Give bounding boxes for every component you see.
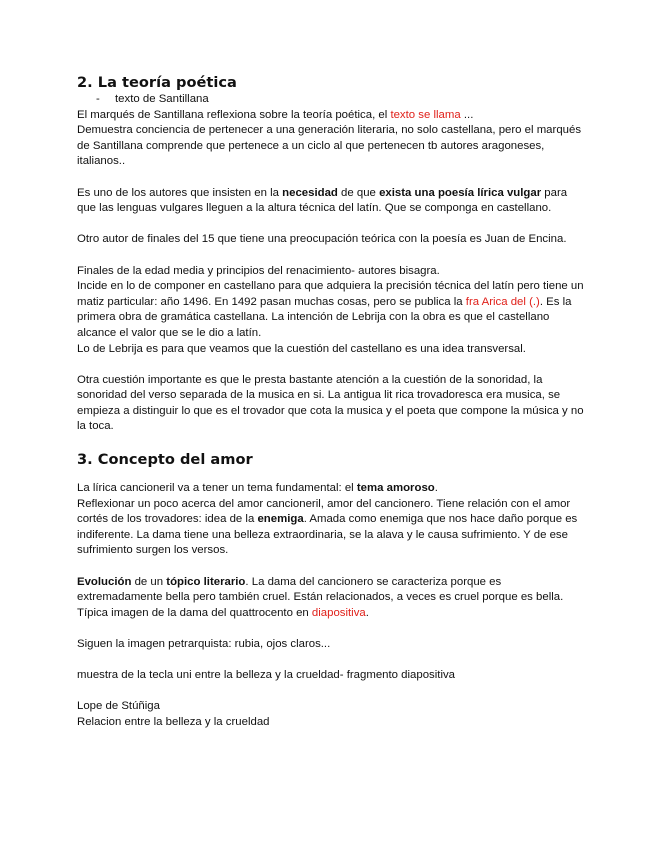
bold-text: enemiga (257, 513, 304, 526)
paragraph (77, 186, 587, 217)
bullet-dash: - (96, 93, 100, 105)
paragraph: muestra de la tecla uni entre la belleza y la crueldad- fragmento diapositiva (77, 669, 455, 682)
text-run: Reflexionar un poco acerca del amor cancioneril, amor del cancionero. Tiene relación con el amor cortés de los trovadores: idea de la (77, 497, 571, 526)
paragraph (77, 108, 587, 124)
paragraph: Otro autor de finales del 15 que tiene una preocupación teórica con la poesía es Juan de Encina. (77, 233, 567, 246)
paragraph (77, 279, 587, 341)
text-run: Es uno de los autores que insisten en la (77, 186, 283, 199)
bold-text: exista una poesía lírica vulgar (379, 186, 542, 199)
text-run: Incide en lo de componer en castellano para que adquiera la precisión técnica del latín pero tiene un matiz particular: año 1496. En 1492 pasan muchas cosas, pero se publica la (77, 280, 584, 308)
bold-text: tema amoroso (356, 482, 435, 495)
highlight-red-text: diapositiva (311, 606, 366, 619)
text-run: . (434, 482, 438, 495)
text-run: El marqués de Santillana reflexiona sobre la teoría poética, el (77, 108, 391, 121)
text-run: de que (337, 186, 380, 199)
bold-text: Evolución (77, 575, 132, 588)
bold-text: tópico literario (166, 575, 246, 588)
highlight-red-text: texto se llama (390, 108, 461, 121)
highlight-red-text: fra Arica del (.) (465, 295, 540, 308)
bullet-item (77, 92, 587, 108)
paragraph: Siguen la imagen petrarquista: rubia, ojos claros... (77, 638, 331, 650)
document-page (77, 74, 587, 731)
text-run: . La dama del cancionero se caracteriza porque es extremadamente bella pero también cruel. Están relacionados, a veces es cruel porque es bella. Típica imagen de la dama del quattrocento en (77, 575, 564, 619)
text-run: . (365, 606, 369, 619)
paragraph: Demuestra conciencia de pertenecer a una generación literaria, no solo castellana, pero el marqués de Santillana comprende que pertenece a un ciclo al que pertenecen tb autores aragoneses, italianos.. (77, 124, 582, 168)
text-run: La lírica cancioneril va a tener un tema fundamental: el (77, 482, 357, 495)
text-run: de un (131, 575, 167, 588)
paragraph: Lope de Stúñiga (77, 700, 160, 713)
paragraph (77, 497, 587, 559)
bold-text: necesidad (282, 186, 338, 199)
paragraph: Relacion entre la belleza y la crueldad (77, 715, 270, 728)
section-heading-teoria-poetica: 2. La teoría poética (77, 74, 237, 91)
text-run: . Es la primera obra de gramática castellana. La intención de Lebrija con la obra es que el castellano alcance el valor que se le dio a latín. (77, 295, 572, 339)
section-heading-concepto-amor: 3. Concepto del amor (77, 451, 253, 469)
paragraph: Lo de Lebrija es para que veamos que la cuestión del castellano es una idea transversal. (77, 342, 526, 355)
text-run: ... (460, 108, 474, 121)
paragraph (77, 481, 587, 497)
paragraph: Otra cuestión importante es que le presta bastante atención a la cuestión de la sonoridad, la sonoridad del verso separada de la musica en si. La antigua lit rica trovadoresca era musica, se empieza a distinguir lo que es el trovador que cota la musica y el poeta que compone la música y no la toca. (77, 373, 584, 433)
paragraph: Finales de la edad media y principios del renacimiento- autores bisagra. (77, 264, 440, 277)
text-run: para que las lenguas vulgares lleguen a la altura técnica del latín. Que se componga en castellano. (77, 186, 568, 215)
text-run: . Amada como enemiga que nos hace daño porque es indiferente. La dama tiene una belleza extraordinaria, se la alava y le causa sufrimiento. Y de ese sufrimiento surgen los versos. (77, 513, 578, 557)
bullet-text: texto de Santillana (115, 93, 209, 105)
paragraph (77, 575, 587, 622)
